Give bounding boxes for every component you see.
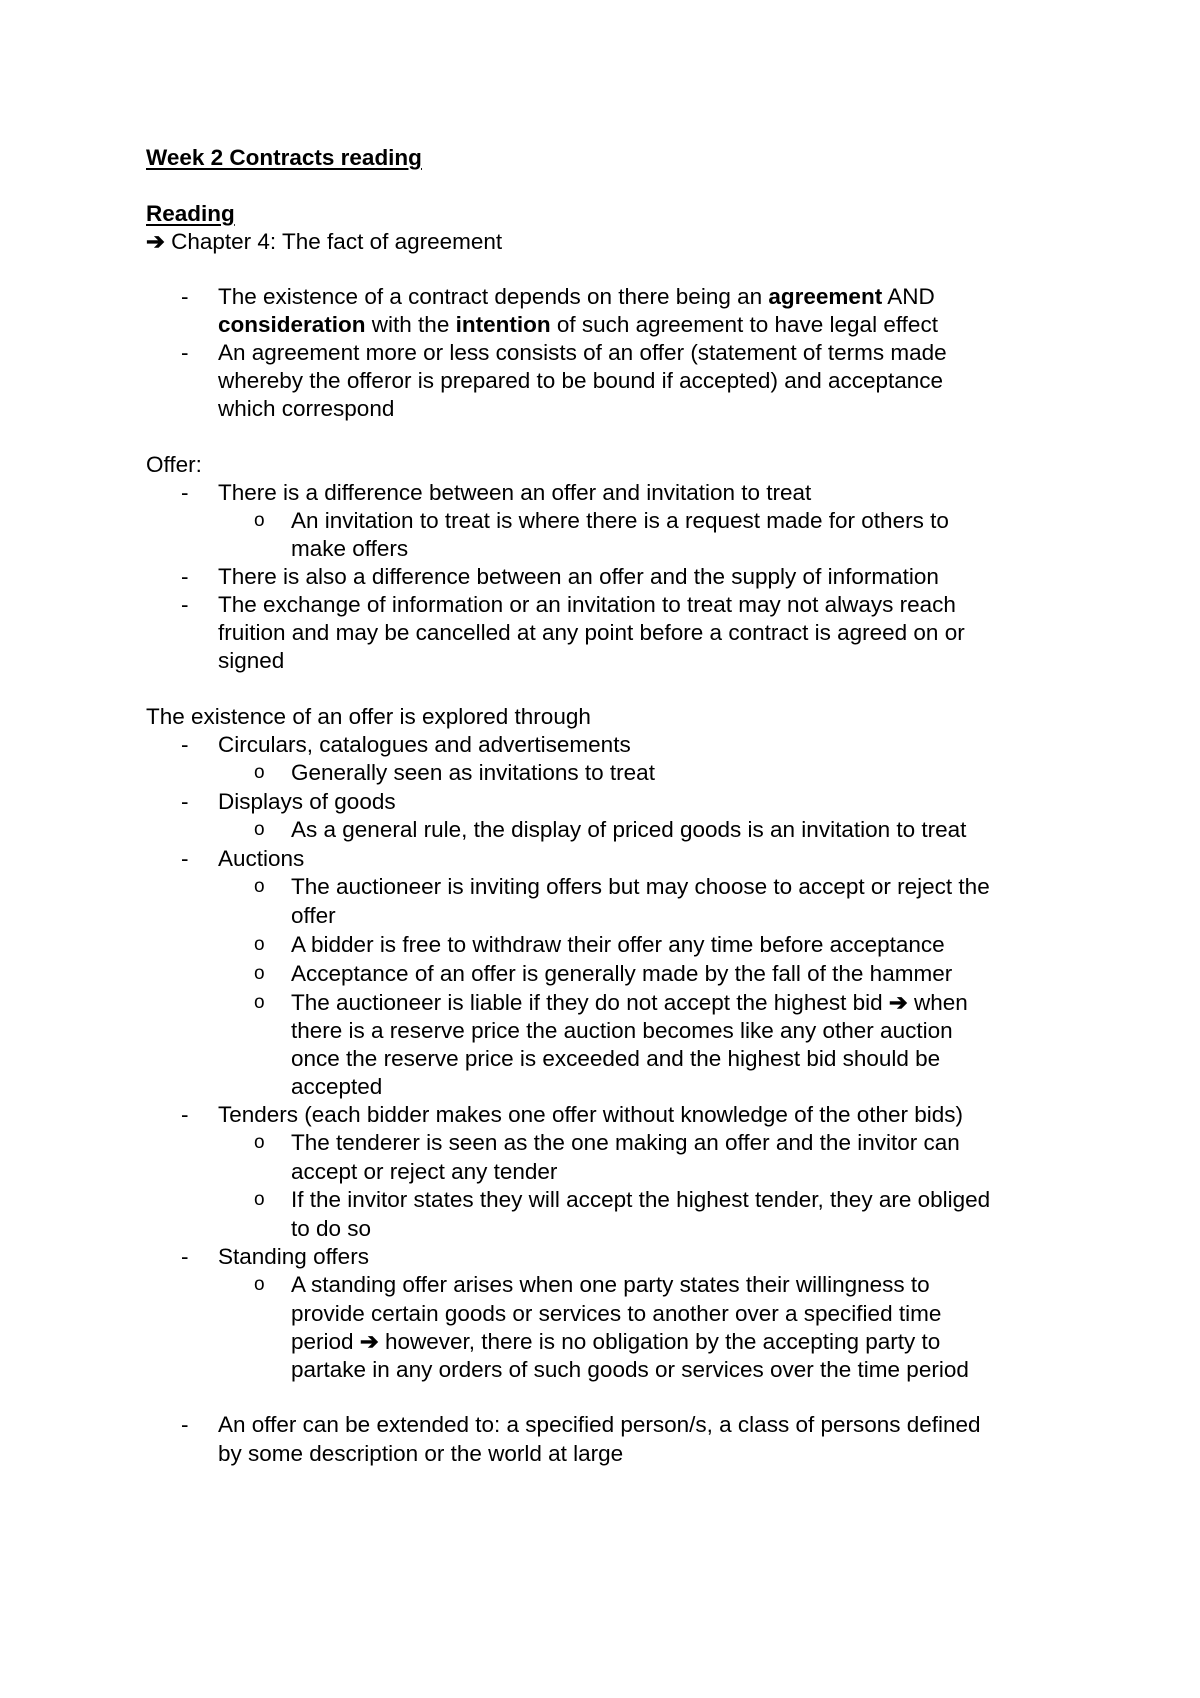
text-run: with the xyxy=(371,312,450,337)
dash-bullet: - xyxy=(181,732,189,757)
offer-bullet-3-line-3: signed xyxy=(218,648,285,673)
auctions-bullet: Auctions xyxy=(218,846,305,871)
auctions-sub-1-line-2: offer xyxy=(291,903,336,928)
auctions-sub-1-line-1: The auctioneer is inviting offers but may choose to accept or reject the xyxy=(291,874,990,899)
dash-bullet: - xyxy=(181,1412,189,1437)
dash-bullet: - xyxy=(181,1102,189,1127)
offer-bullet-1: There is a difference between an offer and invitation to treat xyxy=(218,480,812,505)
auctions-sub-4-line-3: once the reserve price is exceeded and the highest bid should be xyxy=(291,1046,941,1071)
offer-bullet-2: There is also a difference between an offer and the supply of information xyxy=(218,564,939,589)
tenders-sub-1-line-2: accept or reject any tender xyxy=(291,1159,558,1184)
sub-bullet: o xyxy=(254,762,265,783)
dash-bullet: - xyxy=(181,340,189,365)
arrow-icon: ➔ xyxy=(888,990,908,1015)
intro-bullet-2-line-1: An agreement more or less consists of an offer (statement of terms made xyxy=(218,340,947,365)
sub-bullet: o xyxy=(254,1274,265,1295)
arrow-icon: ➔ xyxy=(359,1329,379,1354)
auctions-sub-4-line-1 xyxy=(291,989,968,1017)
circulars-bullet: Circulars, catalogues and advertisements xyxy=(218,732,631,757)
text-run: AND xyxy=(887,284,935,309)
displays-bullet: Displays of goods xyxy=(218,789,396,814)
standing-sub-1-line-2: provide certain goods or services to another over a specified time xyxy=(291,1301,942,1326)
sub-bullet: o xyxy=(254,992,265,1013)
displays-sub-1: As a general rule, the display of priced goods is an invitation to treat xyxy=(291,817,967,842)
auctions-sub-4-line-4: accepted xyxy=(291,1074,383,1099)
sub-bullet: o xyxy=(254,963,265,984)
dash-bullet: - xyxy=(181,1244,189,1269)
dash-bullet: - xyxy=(181,564,189,589)
extended-bullet-line-2: by some description or the world at large xyxy=(218,1441,624,1466)
text-run: however, there is no obligation by the accepting party to xyxy=(384,1329,941,1354)
tenders-sub-1-line-1: The tenderer is seen as the one making an offer and the invitor can xyxy=(291,1130,960,1155)
chapter-line xyxy=(146,228,502,256)
arrow-icon: ➔ xyxy=(146,229,165,254)
text-run: when xyxy=(914,990,968,1015)
auctions-sub-4-line-2: there is a reserve price the auction becomes like any other auction xyxy=(291,1018,953,1043)
sub-bullet: o xyxy=(254,1189,265,1210)
intro-bullet-1-line-2 xyxy=(218,311,938,339)
intro-bullet-2-line-3: which correspond xyxy=(218,396,395,421)
sub-bullet: o xyxy=(254,510,265,531)
offer-sub-1-line-2: make offers xyxy=(291,536,409,561)
tenders-bullet: Tenders (each bidder makes one offer without knowledge of the other bids) xyxy=(218,1102,964,1127)
offer-bullet-3-line-2: fruition and may be cancelled at any point before a contract is agreed on or xyxy=(218,620,965,645)
extended-bullet-line-1: An offer can be extended to: a specified person/s, a class of persons defined xyxy=(218,1412,981,1437)
auctions-sub-2: A bidder is free to withdraw their offer any time before acceptance xyxy=(291,932,945,957)
sub-bullet: o xyxy=(254,819,265,840)
keyword-agreement: agreement xyxy=(768,284,883,309)
keyword-intention: intention xyxy=(455,312,551,337)
text-run: period xyxy=(291,1329,354,1354)
page-title: Week 2 Contracts reading xyxy=(146,145,422,170)
intro-bullet-2-line-2: whereby the offeror is prepared to be bound if accepted) and acceptance xyxy=(218,368,944,393)
standing-bullet: Standing offers xyxy=(218,1244,369,1269)
intro-bullet-1-line-1 xyxy=(218,283,935,311)
dash-bullet: - xyxy=(181,284,189,309)
standing-sub-1-line-4: partake in any orders of such goods or services over the time period xyxy=(291,1357,969,1382)
circulars-sub-1: Generally seen as invitations to treat xyxy=(291,760,655,785)
standing-sub-1-line-1: A standing offer arises when one party states their willingness to xyxy=(291,1272,930,1297)
offer-heading: Offer: xyxy=(146,452,202,477)
tenders-sub-2-line-2: to do so xyxy=(291,1216,372,1241)
offer-sub-1-line-1: An invitation to treat is where there is a request made for others to xyxy=(291,508,949,533)
text-run: of such agreement to have legal effect xyxy=(556,312,938,337)
dash-bullet: - xyxy=(181,846,189,871)
section-heading: Reading xyxy=(146,201,235,226)
text-run: The existence of a contract depends on there being an xyxy=(218,284,763,309)
offer-bullet-3-line-1: The exchange of information or an invitation to treat may not always reach xyxy=(218,592,956,617)
dash-bullet: - xyxy=(181,480,189,505)
sub-bullet: o xyxy=(254,934,265,955)
auctions-sub-3: Acceptance of an offer is generally made by the fall of the hammer xyxy=(291,961,953,986)
sub-bullet: o xyxy=(254,876,265,897)
standing-sub-1-line-3 xyxy=(291,1328,940,1356)
dash-bullet: - xyxy=(181,789,189,814)
text-run: The auctioneer is liable if they do not accept the highest bid xyxy=(291,990,883,1015)
tenders-sub-2-line-1: If the invitor states they will accept the highest tender, they are obliged xyxy=(291,1187,991,1212)
dash-bullet: - xyxy=(181,592,189,617)
keyword-consideration: consideration xyxy=(218,312,366,337)
sub-bullet: o xyxy=(254,1132,265,1153)
chapter-text: Chapter 4: The fact of agreement xyxy=(171,229,503,254)
explored-heading: The existence of an offer is explored through xyxy=(146,704,591,729)
